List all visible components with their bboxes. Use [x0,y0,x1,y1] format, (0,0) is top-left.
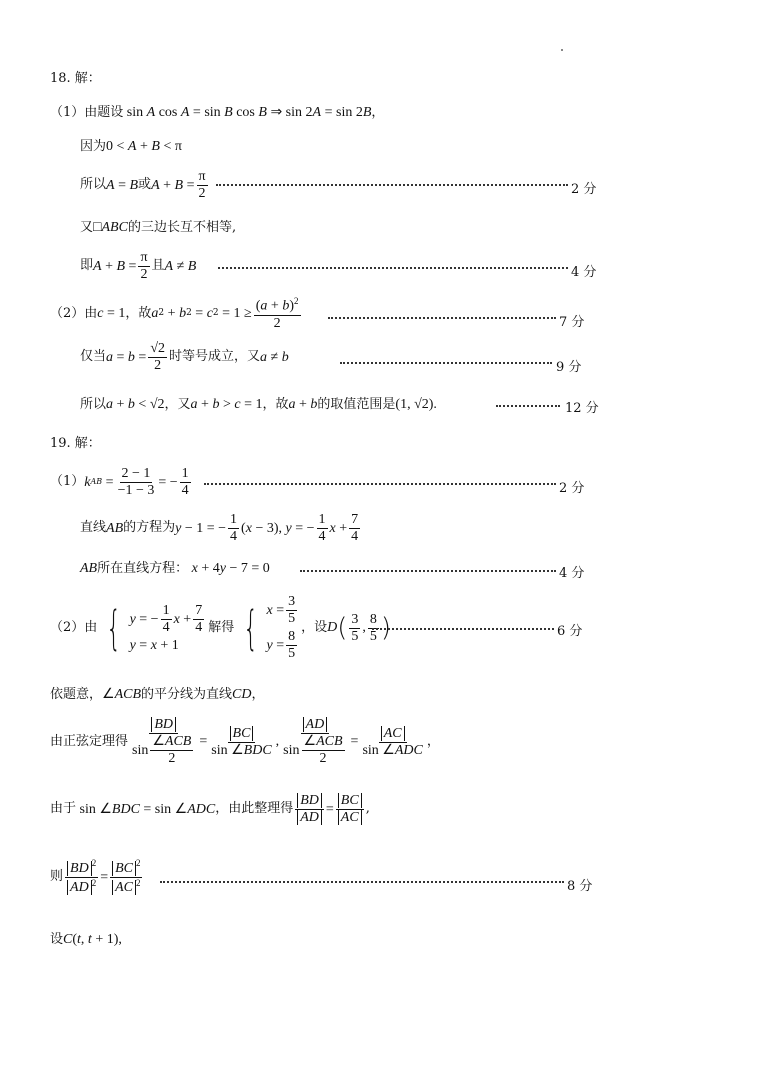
p19-line6: 由正弦定理得 BD sin $\frac{\text{∠ACB}}{2}$ = $\frac{BC}{\text{sin ∠BDC}}$ , AD sin $\frac{\text{∠ACB}}{2}$ = $\frac{AC}{\text{sin ∠ADC}}$ ， [50,717,440,767]
p19-line3: AB 所在直线方程： x + 4 y − 7 = 0 [80,560,270,576]
p18-line7: 仅当 a = b = $\frac{√2}{2}$ 时等号成立，又 a ≠ b [80,341,289,374]
equation-system: { y = − $\frac{1}{4}$ x + $\frac{7}{4}$ y = x + 1 [106,601,203,656]
solution-system: { x = $\frac{3}{5}$ y = $\frac{8}{5}$ [243,594,296,662]
score-8: 8 分 [567,879,593,894]
score-4: 4 分 [571,265,597,280]
p18-part1-line: （1）由题设 sin A cos A = sin B cos B ⇒ sin 2 A = sin 2 B ， [50,104,385,120]
p19-part1-line: （1） k AB = $\frac{2 - 1}{-1 - 3}$ = − $\frac{1}{4}$ [50,466,189,499]
p18-line2: 因为 0 < A + B < π [80,138,182,154]
p19-line2: 直线 AB 的方程为 y − 1 = − $\frac{1}{4}$ ( x − 3), y = − $\frac{1}{4}$ x + $\frac{7}{4}$ [80,512,359,545]
p18-line5: 即 A + B = $\frac{\pi}{2}$ 且 A ≠ B [80,250,197,283]
leader-dots [372,628,554,630]
p18-line3: 所以 A = B 或 A + B = $\frac{\pi}{2}$ [80,169,206,202]
score-6: 6 分 [557,624,583,639]
p19-line8: 则 $\frac{BD ^2}{AD ^2}$ = $\frac{BC ^2}{AC ^2}$ [50,858,141,896]
score-4: 4 分 [559,566,585,581]
score-7: 7 分 [559,315,585,330]
leader-dots [340,362,552,364]
problem-18-heading: 18. 解： [50,71,101,86]
leader-dots [216,184,568,186]
p18-part2-line: （2）由 c = 1 ，故 a 2 + b 2 = c 2 = 1 ≥ $\frac{(a + b)^2}{2}$ [50,296,299,331]
leader-dots [328,317,556,319]
leader-dots [300,570,556,572]
score-2: 2 分 [571,182,597,197]
p19-line5: 依题意， ∠ ACB 的平分线为直线 CD ， [50,686,265,702]
p18-line8: 所以 a + b < √2 ，又 a + b > c = 1 ，故 a + b 的取值范围是 (1, √2). [80,396,437,412]
p19-part2-line: （2）由 { y = − $\frac{1}{4}$ x + $\frac{7}{4}$ y = x + 1 解得 { x = $\frac{3}{5}$ y = $\frac{8}{5}$ ，设 D ( $\frac{3}{5}$ , $\frac{8}{5}$ ) [50,594,392,662]
leader-dots [160,881,564,883]
score-12: 12 分 [565,401,599,416]
problem-19-heading: 19. 解： [50,436,101,451]
score-2: 2 分 [559,481,585,496]
p19-line7: 由于 sin ∠ BDC = sin ∠ ADC ，由此整理得 $\frac{BD}{AD}$ = $\frac{BC}{AC}$ , [50,793,370,826]
score-9: 9 分 [556,360,582,375]
p19-line9: 设 C ( t , t + 1), [50,931,122,947]
leader-dots [204,483,556,485]
leader-dots [496,405,560,407]
scan-speck [561,49,563,51]
p18-line4: 又 □ ABC 的三边长互不相等, [80,219,237,235]
leader-dots [218,267,568,269]
